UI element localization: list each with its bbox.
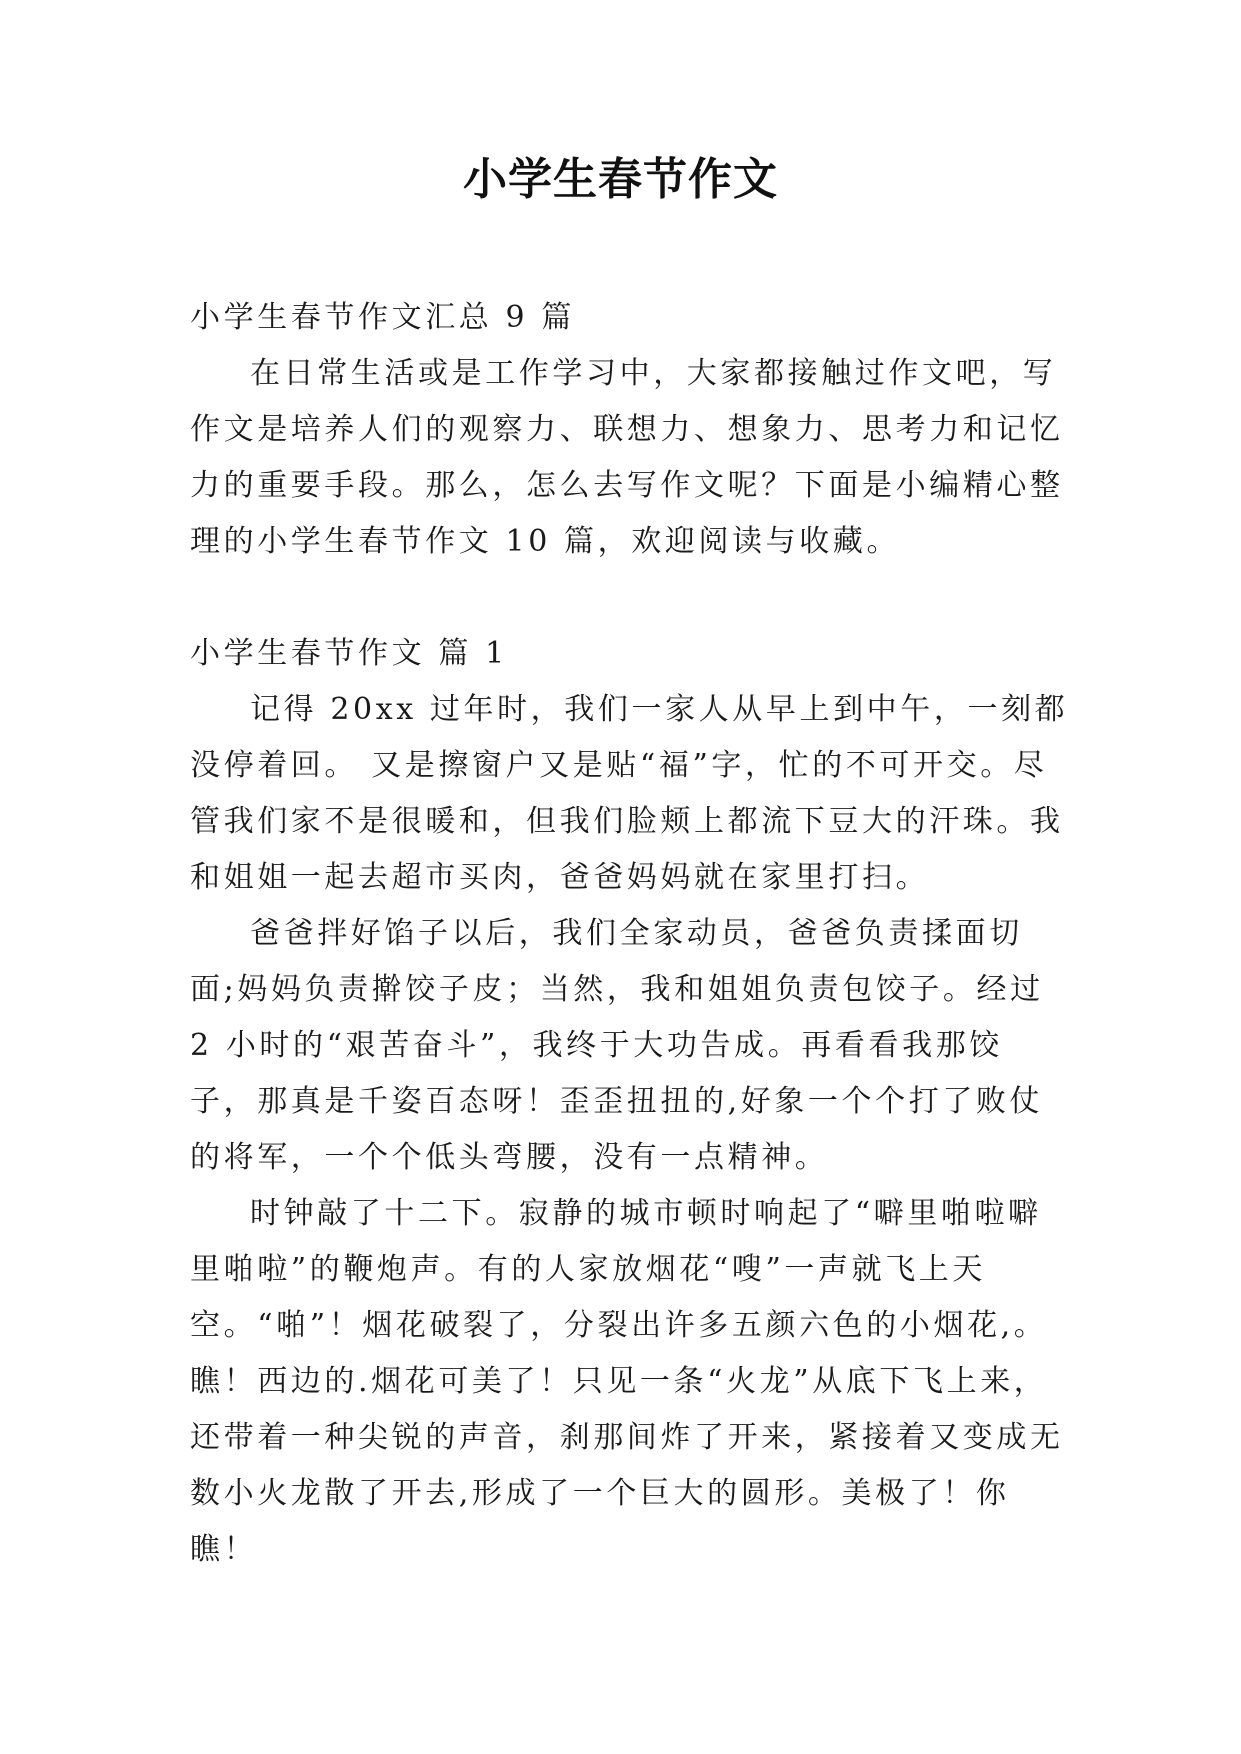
body-paragraph-1: 记得 20xx 过年时，我们一家人从早上到中午，一刻都没停着回。 又是擦窗户又是贴“福”字，忙的不可开交。尽管我们家不是很暖和，但我们脸颊上都流下豆大的汗珠。我和姐姐一起去超市买肉，爸爸妈妈就在家里打扫。: [190, 692, 1069, 895]
summary-heading: 小学生春节作文汇总 9 篇: [190, 300, 575, 335]
body-paragraph-3: 时钟敲了十二下。寂静的城市顿时响起了“噼里啪啦噼里啪啦”的鞭炮声。有的人家放烟花“嗖”一声就飞上天空。“啪”！烟花破裂了，分裂出许多五颜六色的小烟花,。瞧！西边的.烟花可美了！只见一条“火龙”从底下飞上来，还带着一种尖锐的声音，刹那间炸了开来，紧接着又变成无数小火龙散了开去,形成了一个巨大的圆形。美极了！你瞧！: [190, 1196, 1064, 1567]
document-body: [190, 290, 1070, 1578]
body-paragraph-2: 爸爸拌好馅子以后，我们全家动员，爸爸负责揉面切面;妈妈负责擀饺子皮；当然，我和姐姐负责包饺子。经过 2 小时的“艰苦奋斗”，我终于大功告成。再看看我那饺子，那真是千姿百态呀！歪歪扭扭的,好象一个个打了败仗的将军，一个个低头弯腰，没有一点精神。: [190, 916, 1044, 1175]
intro-paragraph: 在日常生活或是工作学习中，大家都接触过作文吧，写作文是培养人们的观察力、联想力、想象力、思考力和记忆力的重要手段。那么，怎么去写作文呢？下面是小编精心整理的小学生春节作文 10 篇，欢迎阅读与收藏。: [190, 356, 1064, 559]
section-heading: 小学生春节作文 篇 1: [190, 636, 508, 671]
document-title: 小学生春节作文: [463, 154, 778, 205]
